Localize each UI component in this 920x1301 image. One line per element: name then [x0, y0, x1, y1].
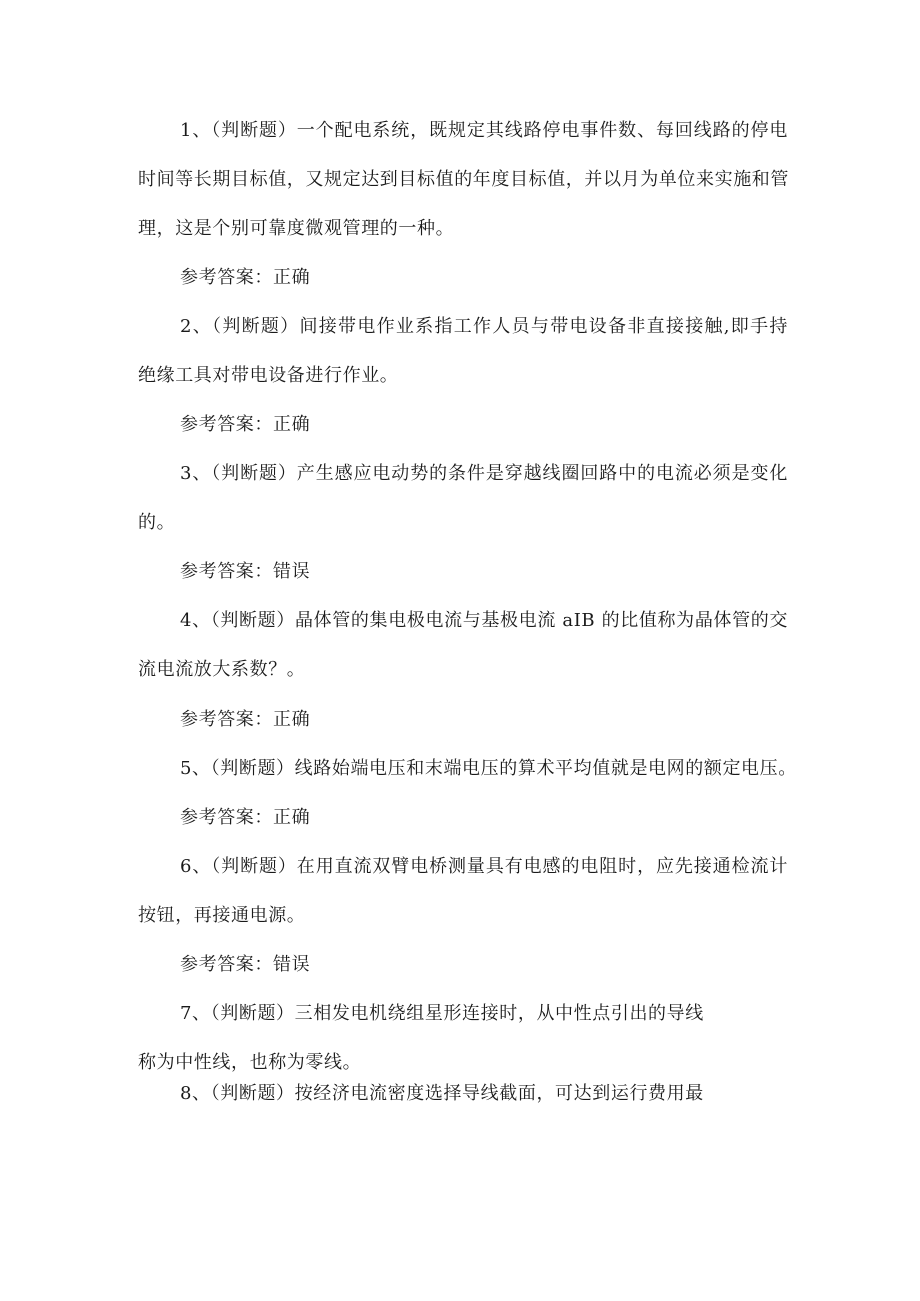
question-2-line-1: 2、（判断题）间接带电作业系指工作人员与带电设备非直接接触,即手持 [180, 316, 788, 337]
question-4-line-1: 4、（判断题）晶体管的集电极电流与基极电流 aIB 的比值称为晶体管的交 [180, 610, 788, 631]
question-5-line-1: 5、（判断题）线路始端电压和末端电压的算术平均值就是电网的额定电压。 [180, 758, 797, 779]
question-6-answer: 参考答案：错误 [180, 954, 311, 975]
question-6-line-1: 6、（判断题）在用直流双臂电桥测量具有电感的电阻时，应先接通检流计 [180, 856, 788, 877]
question-5-answer: 参考答案：正确 [180, 807, 311, 828]
question-3-line-1: 3、（判断题）产生感应电动势的条件是穿越线圈回路中的电流必须是变化 [180, 463, 788, 484]
question-3-answer: 参考答案：错误 [180, 561, 311, 582]
question-1-answer: 参考答案：正确 [180, 267, 311, 288]
question-4-line-2: 流电流放大系数？。 [138, 659, 306, 680]
question-1-line-1: 1、（判断题）一个配电系统，既规定其线路停电事件数、每回线路的停电 [180, 120, 788, 141]
question-2-answer: 参考答案：正确 [180, 414, 311, 435]
question-3-line-2: 的。 [138, 512, 176, 533]
question-7-line-2: 称为中性线，也称为零线。 [138, 1052, 362, 1073]
question-8-line-1: 8、（判断题）按经济电流密度选择导线截面，可达到运行费用最 [180, 1083, 704, 1104]
question-4-answer: 参考答案：正确 [180, 709, 311, 730]
question-7-line-1: 7、（判断题）三相发电机绕组星形连接时，从中性点引出的导线 [180, 1003, 704, 1024]
question-6-line-2: 按钮，再接通电源。 [138, 905, 306, 926]
question-1-line-2: 时间等长期目标值，又规定达到目标值的年度目标值，并以月为单位来实施和管 [138, 169, 789, 190]
question-2-line-2: 绝缘工具对带电设备进行作业。 [138, 365, 399, 386]
question-1-line-3: 理，这是个别可靠度微观管理的一种。 [138, 218, 455, 239]
